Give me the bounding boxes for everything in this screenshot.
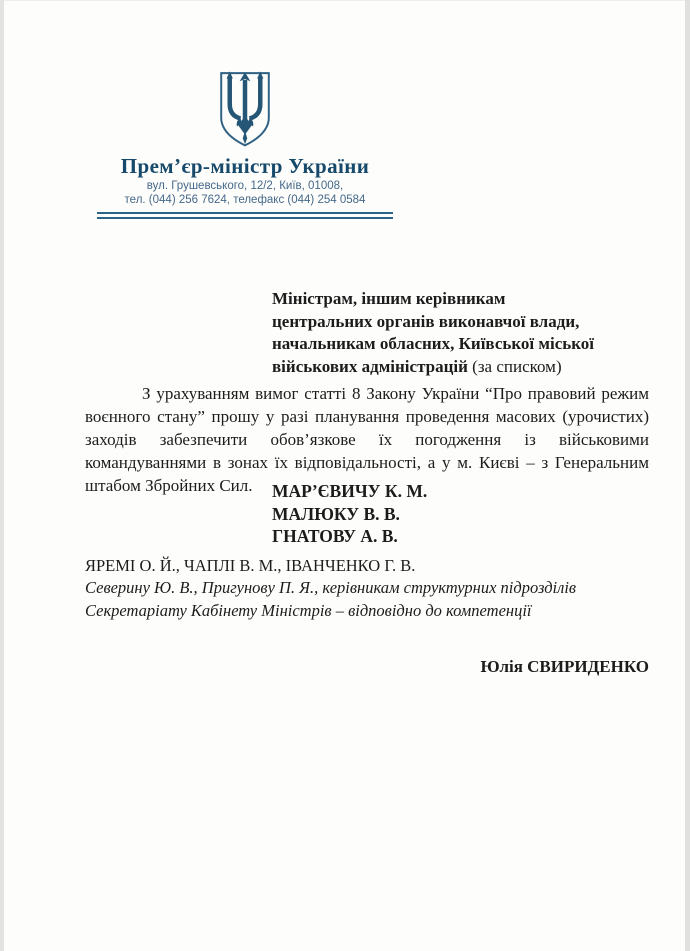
letterhead-title: Прем’єр-міністр України [120, 154, 370, 178]
addressee-name: МАР’ЄВИЧУ К. М. [272, 481, 428, 501]
signature-name: Юлія СВИРИДЕНКО [480, 657, 649, 676]
letterhead-address-line2: тел. (044) 256 7624, телефакс (044) 254 0584 [124, 194, 366, 206]
recipient-line [272, 356, 622, 379]
addressees-block [272, 480, 427, 548]
cc-line-names: ЯРЕМІ О. Й., ЧАПЛІ В. М., ІВАНЧЕНКО Г. В. [85, 556, 416, 575]
cc-block [85, 555, 655, 622]
recipient-line: центральних органів виконавчої влади, [272, 311, 580, 331]
body-paragraph: З урахуванням вимог статті 8 Закону України “Про правовий режим воєнного стану” прошу у разі планування проведення масових (урочистих) заходів забезпечити обов’язкове їх погодження із військовими командуваннями в зонах їх відповідальності, а у м. Києві – з Генеральним штабом Збройних Сил. [85, 384, 649, 495]
cc-line-note1: Северину Ю. В., Пригунову П. Я., керівникам структурних підрозділів [85, 578, 577, 598]
letterhead-divider [97, 212, 393, 219]
addressee-name: ГНАТОВУ А. В. [272, 526, 398, 546]
recipient-line-bold-part: військових адміністрацій [272, 356, 468, 376]
recipient-line-regular-part: (за списком) [467, 356, 562, 376]
recipient-line: начальникам обласних, Київської міської [272, 334, 595, 353]
recipient-block [272, 288, 622, 378]
recipient-line: Міністрам, іншим керівникам [272, 289, 506, 308]
letterhead [97, 70, 393, 219]
addressee-name: МАЛЮКУ В. В. [272, 503, 400, 524]
letterhead-address-line1: вул. Грушевського, 12/2, Київ, 01008, [146, 180, 344, 192]
cc-line-note2: Секретаріату Кабінету Міністрів – відповідно до компетенції [85, 600, 532, 620]
ukraine-tryzub-emblem-icon [218, 70, 272, 149]
